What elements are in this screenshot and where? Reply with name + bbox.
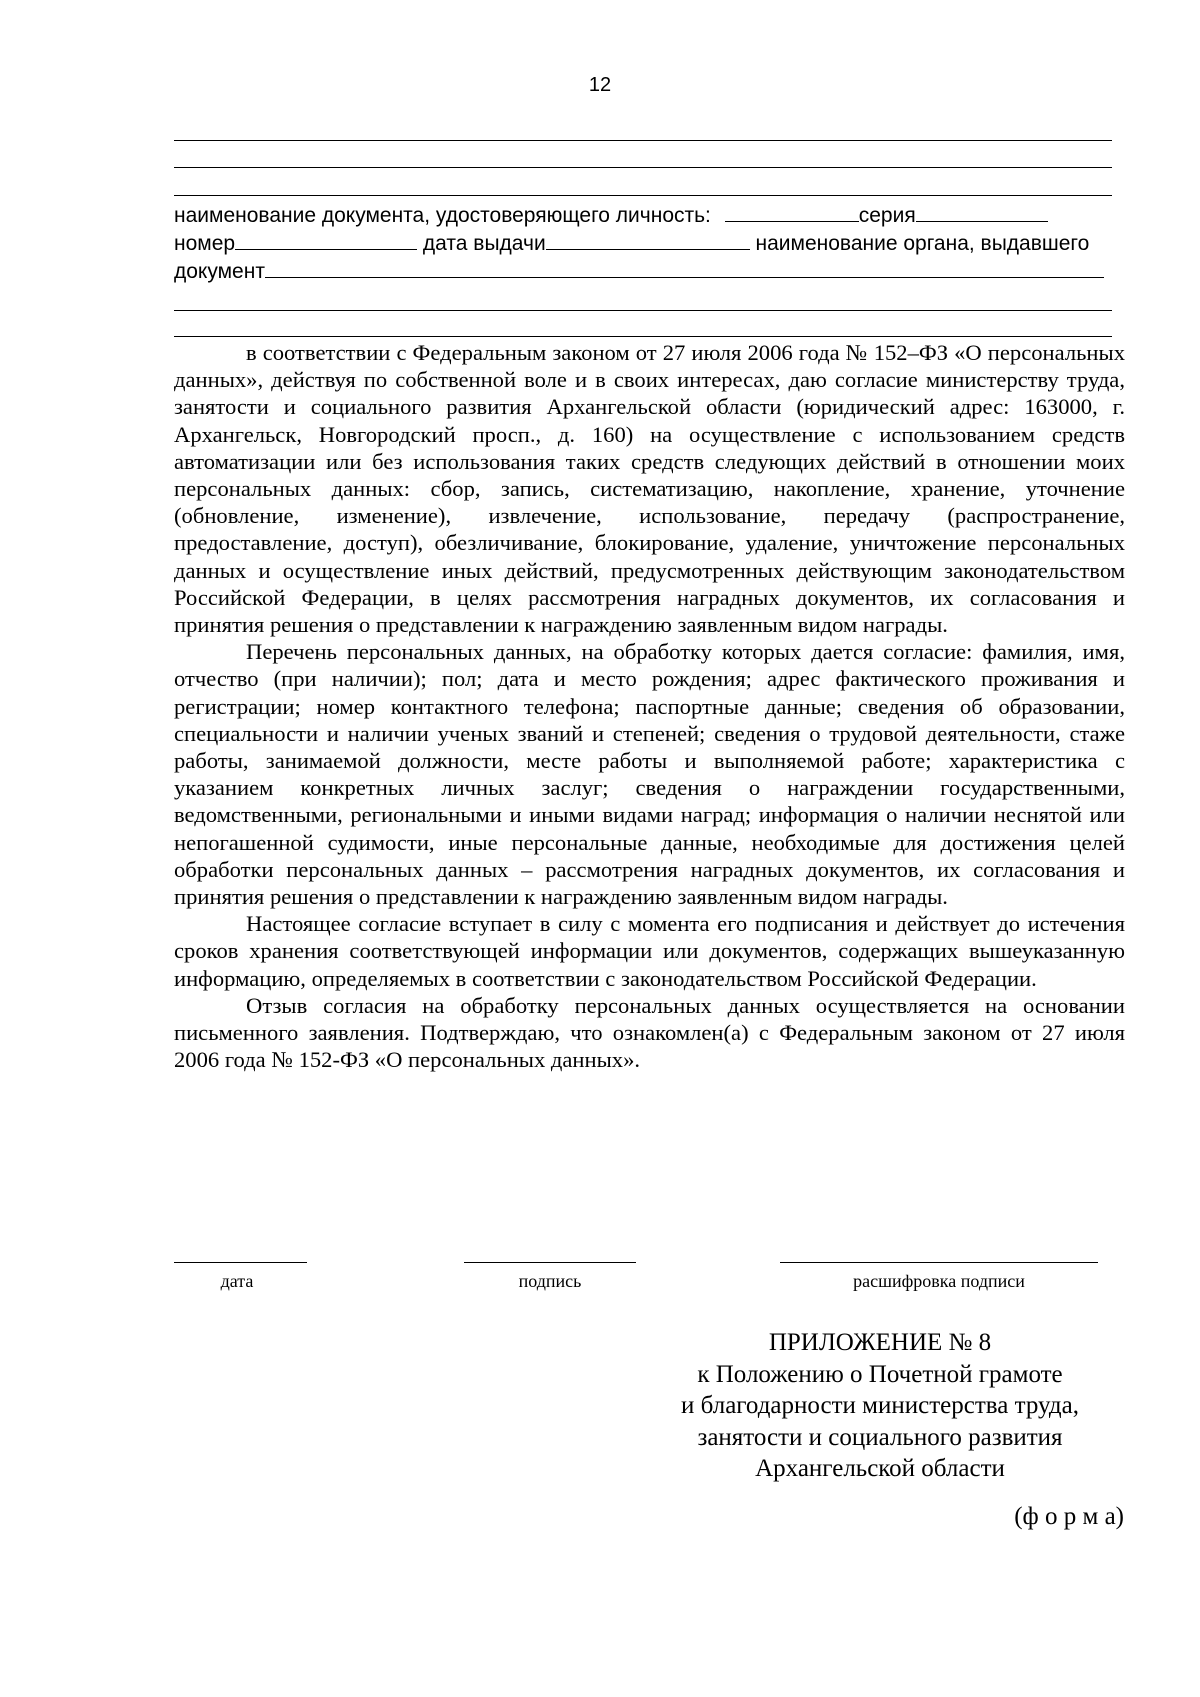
issuer-label: наименование органа, выдавшего — [755, 232, 1090, 255]
series-field[interactable] — [916, 201, 1048, 222]
blank-fill-line[interactable] — [174, 167, 1112, 168]
issuer-field[interactable] — [265, 257, 1104, 278]
number-field[interactable] — [235, 229, 417, 250]
blank-fill-line[interactable] — [174, 336, 1112, 337]
date-caption: дата — [220, 1271, 254, 1291]
series-label: серия — [858, 204, 916, 227]
validity-paragraph: Настоящее согласие вступает в силу с момента его подписания и действует до истечения сроков хранения соответствующей информации или документов, содержащих вышеуказанную информацию, определяемых в соответствии с законодательством Российской Федерации. — [174, 911, 1125, 991]
data-list-paragraph: Перечень персональных данных, на обработку которых дается согласие: фамилия, имя, отчество (при наличии); пол; дата и место рождения; адрес фактического проживания и регистрации; номер контактного телефона; паспортные данные; сведения об образовании, специальности и наличии ученых званий и степеней; сведения о трудовой деятельности, стаже работы, занимаемой должности, месте работы и выполняемой работе; характеристика с указанием конкретных личных заслуг; сведения о награждении государственными, ведомственными, региональными и иными видами наград; информация о наличии неснятой или непогашенной судимости, иные персональные данные, необходимые для достижения целей обработки персональных данных – рассмотрения наградных документов, их согласования и принятия решения о представлении к награждению заявленным видом награды. — [174, 639, 1125, 910]
number-date-row — [174, 229, 1118, 257]
decoding-signature-line[interactable] — [780, 1262, 1098, 1263]
withdrawal-paragraph: Отзыв согласия на обработку персональных данных осуществляется на основании письменного заявления. Подтверждаю, что ознакомлен(а) с Федеральным законом от 27 июля 2006 года № 152-ФЗ «О персональных данных». — [174, 992, 1125, 1073]
date-signature-line[interactable] — [174, 1262, 307, 1263]
appendix-line: и благодарности министерства труда, — [681, 1392, 1079, 1419]
id-document-row — [174, 201, 1118, 229]
form-label: (ф о р м а) — [1014, 1503, 1124, 1530]
blank-fill-line[interactable] — [174, 195, 1112, 196]
consent-text — [174, 339, 1125, 1073]
signature-caption: подпись — [518, 1271, 582, 1291]
issue-date-label: дата выдачи — [422, 232, 546, 255]
page-number: 12 — [588, 74, 612, 96]
id-document-field[interactable] — [725, 201, 859, 222]
document-label: документ — [174, 260, 265, 283]
issue-date-field[interactable] — [546, 229, 750, 250]
appendix-line: к Положению о Почетной грамоте — [697, 1360, 1063, 1388]
number-label: номер — [174, 232, 236, 255]
consent-paragraph: в соответствии с Федеральным законом от 27 июля 2006 года № 152–ФЗ «О персональных данных», действуя по собственной воле и в своих интересах, даю согласие министерству труда, занятости и социального развития Архангельской области (юридический адрес: 163000, г. Архангельск, Новгородский просп., д. 160) на осуществление с использованием средств автоматизации или без использования таких средств следующих действий в отношении моих персональных данных: сбор, запись, систематизацию, накопление, хранение, уточнение (обновление, изменение), извлечение, использование, передачу (распространение, предоставление, доступ), обезличивание, блокирование, удаление, уничтожение персональных данных и осуществление иных действий, предусмотренных действующим законодательством Российской Федерации, в целях рассмотрения наградных документов, их согласования и принятия решения о представлении к награждению заявленным видом награды. — [174, 340, 1125, 638]
id-document-label: наименование документа, удостоверяющего личность: — [174, 204, 711, 227]
blank-fill-line[interactable] — [174, 140, 1112, 141]
appendix-header — [640, 1327, 1120, 1485]
blank-fill-line[interactable] — [174, 310, 1112, 311]
decoding-caption: расшифровка подписи — [853, 1271, 1025, 1291]
appendix-line: Архангельской области — [755, 1455, 1005, 1482]
signature-line[interactable] — [464, 1262, 636, 1263]
issuer-row — [174, 257, 1118, 285]
appendix-line: занятости и социального развития — [697, 1423, 1063, 1451]
appendix-title: ПРИЛОЖЕНИЕ № 8 — [768, 1329, 992, 1356]
